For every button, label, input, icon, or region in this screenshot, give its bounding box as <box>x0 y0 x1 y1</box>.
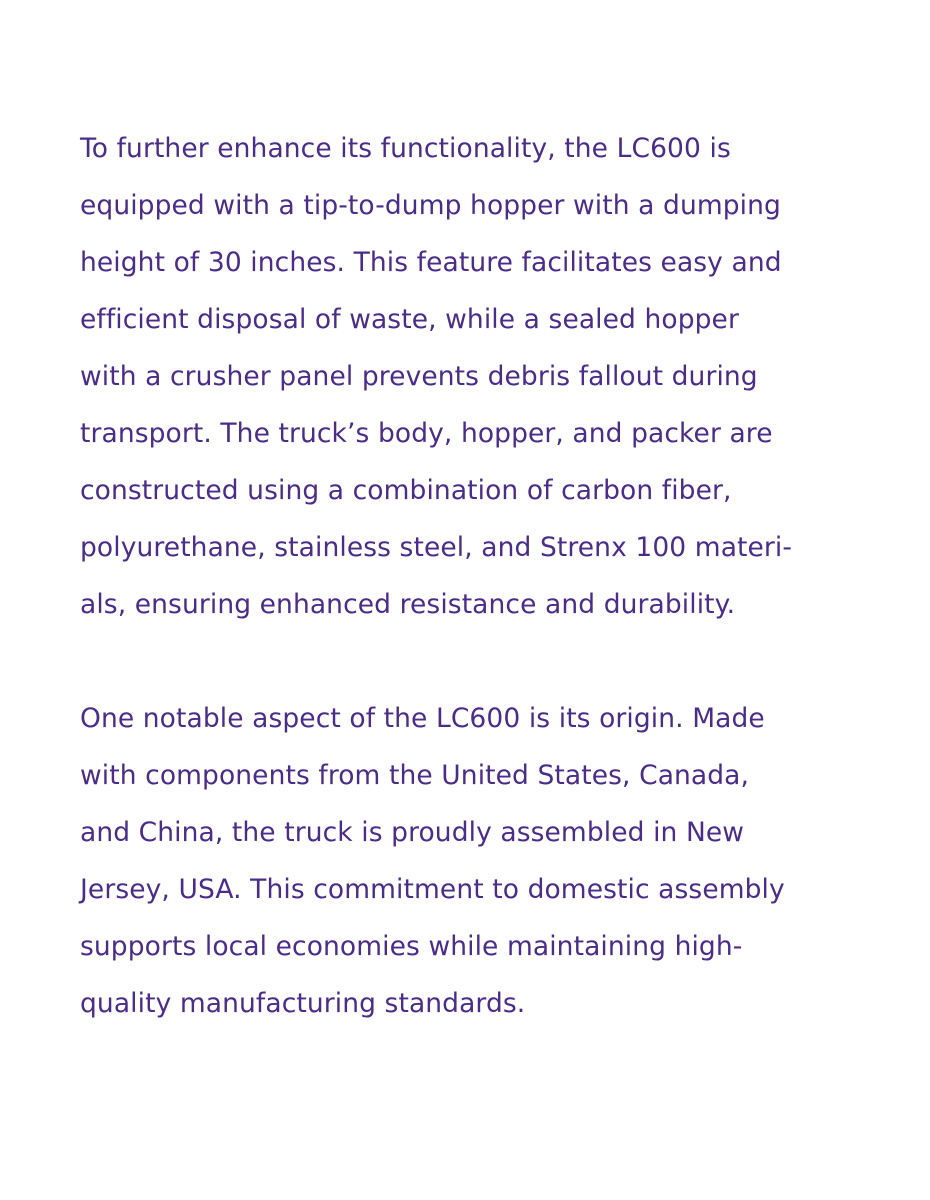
text-line: supports local economies while maintaining high- <box>80 931 743 962</box>
text-line: Jersey, USA. This commitment to domestic assembly <box>80 874 785 905</box>
text-line: To further enhance its functionality, the LC600 is <box>80 133 731 164</box>
text-line: efficient disposal of waste, while a sealed hopper <box>80 304 739 335</box>
text-line: transport. The truck’s body, hopper, and packer are <box>80 418 773 449</box>
text-line: als, ensuring enhanced resistance and durability. <box>80 589 736 620</box>
text-line: and China, the truck is proudly assembled in New <box>80 817 745 848</box>
text-line: One notable aspect of the LC600 is its origin. Made <box>80 703 765 734</box>
text-line: quality manufacturing standards. <box>80 988 526 1019</box>
paragraph-origin <box>80 690 860 1032</box>
text-line: with components from the United States, Canada, <box>80 760 750 791</box>
text-line: constructed using a combination of carbon fiber, <box>80 475 732 506</box>
paragraph-functionality <box>80 120 860 633</box>
text-line: height of 30 inches. This feature facilitates easy and <box>80 247 782 278</box>
text-line: polyurethane, stainless steel, and Strenx 100 materi- <box>80 532 793 563</box>
text-line: equipped with a tip-to-dump hopper with a dumping <box>80 190 781 221</box>
text-line: with a crusher panel prevents debris fallout during <box>80 361 758 392</box>
article-body <box>80 120 860 1032</box>
